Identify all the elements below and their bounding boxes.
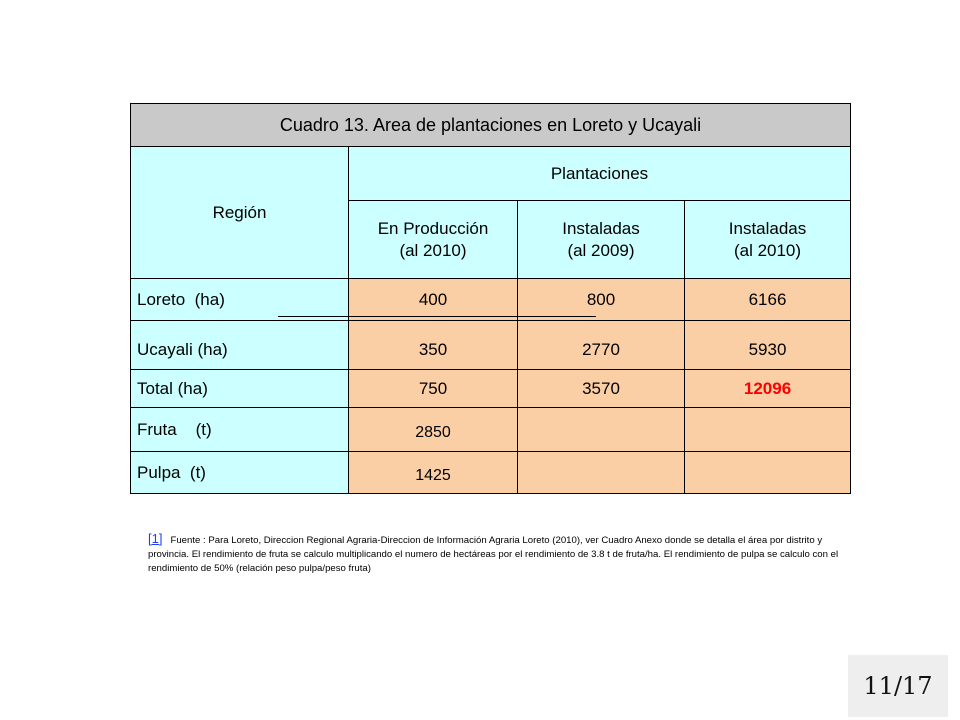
row-label: Ucayali (ha) [131, 321, 349, 370]
cell-value [518, 452, 685, 494]
cell-value [685, 408, 851, 452]
cell-value [685, 452, 851, 494]
total-highlight-value: 12096 [685, 370, 851, 408]
page-number-badge [848, 655, 948, 717]
row-label: Total (ha) [131, 370, 349, 408]
column-header-line: (al 2009) [567, 240, 635, 260]
column-header-produccion-2010 [349, 201, 518, 279]
column-header-instaladas-2009 [518, 201, 685, 279]
cell-value: 350 [349, 321, 518, 370]
footnote-text: Fuente : Para Loreto, Direccion Regional Agraria-Direccion de Información Agraria Loreto (2010), ver Cuadro Anexo donde se detalla el área por distrito y provincia. El rendimiento de fruta se calculo multiplicando el numero de hectáreas por el rendimiento de 3.8 t de fruta/ha. El rendimiento de pulpa se calculo con el rendimiento de 50% (relación peso pulpa/peso fruta) [148, 535, 839, 574]
footnote [148, 532, 848, 576]
plantations-table [130, 103, 851, 494]
table-title: Cuadro 13. Area de plantaciones en Loreto y Ucayali [131, 104, 851, 147]
cell-value: 2770 [518, 321, 685, 370]
cell-value: 2850 [349, 408, 518, 452]
column-header-line: En Producción [377, 218, 489, 238]
column-header-line: Instaladas [728, 218, 807, 238]
column-header-instaladas-2010 [685, 201, 851, 279]
cell-value [518, 408, 685, 452]
cell-value: 400 [349, 279, 518, 321]
row-label: Fruta (t) [131, 408, 349, 452]
footnote-reference-link[interactable]: [1] [148, 531, 163, 546]
row-label: Pulpa (t) [131, 452, 349, 494]
cell-value: 800 [518, 279, 685, 321]
table-row [131, 408, 851, 452]
plantaciones-header: Plantaciones [349, 147, 851, 201]
cell-value: 1425 [349, 452, 518, 494]
table-row [131, 370, 851, 408]
table-row [131, 321, 851, 370]
column-header-line: (al 2010) [399, 240, 467, 260]
loreto-underline-divider [278, 316, 596, 317]
table-row [131, 452, 851, 494]
page-number: 11/17 [863, 672, 933, 700]
cell-value: 3570 [518, 370, 685, 408]
cell-value: 6166 [685, 279, 851, 321]
table-row [131, 279, 851, 321]
column-header-line: Instaladas [562, 218, 640, 238]
cell-value: 750 [349, 370, 518, 408]
region-header: Región [131, 147, 349, 279]
cell-value: 5930 [685, 321, 851, 370]
row-label: Loreto (ha) [131, 279, 349, 321]
column-header-line: (al 2010) [733, 240, 802, 260]
